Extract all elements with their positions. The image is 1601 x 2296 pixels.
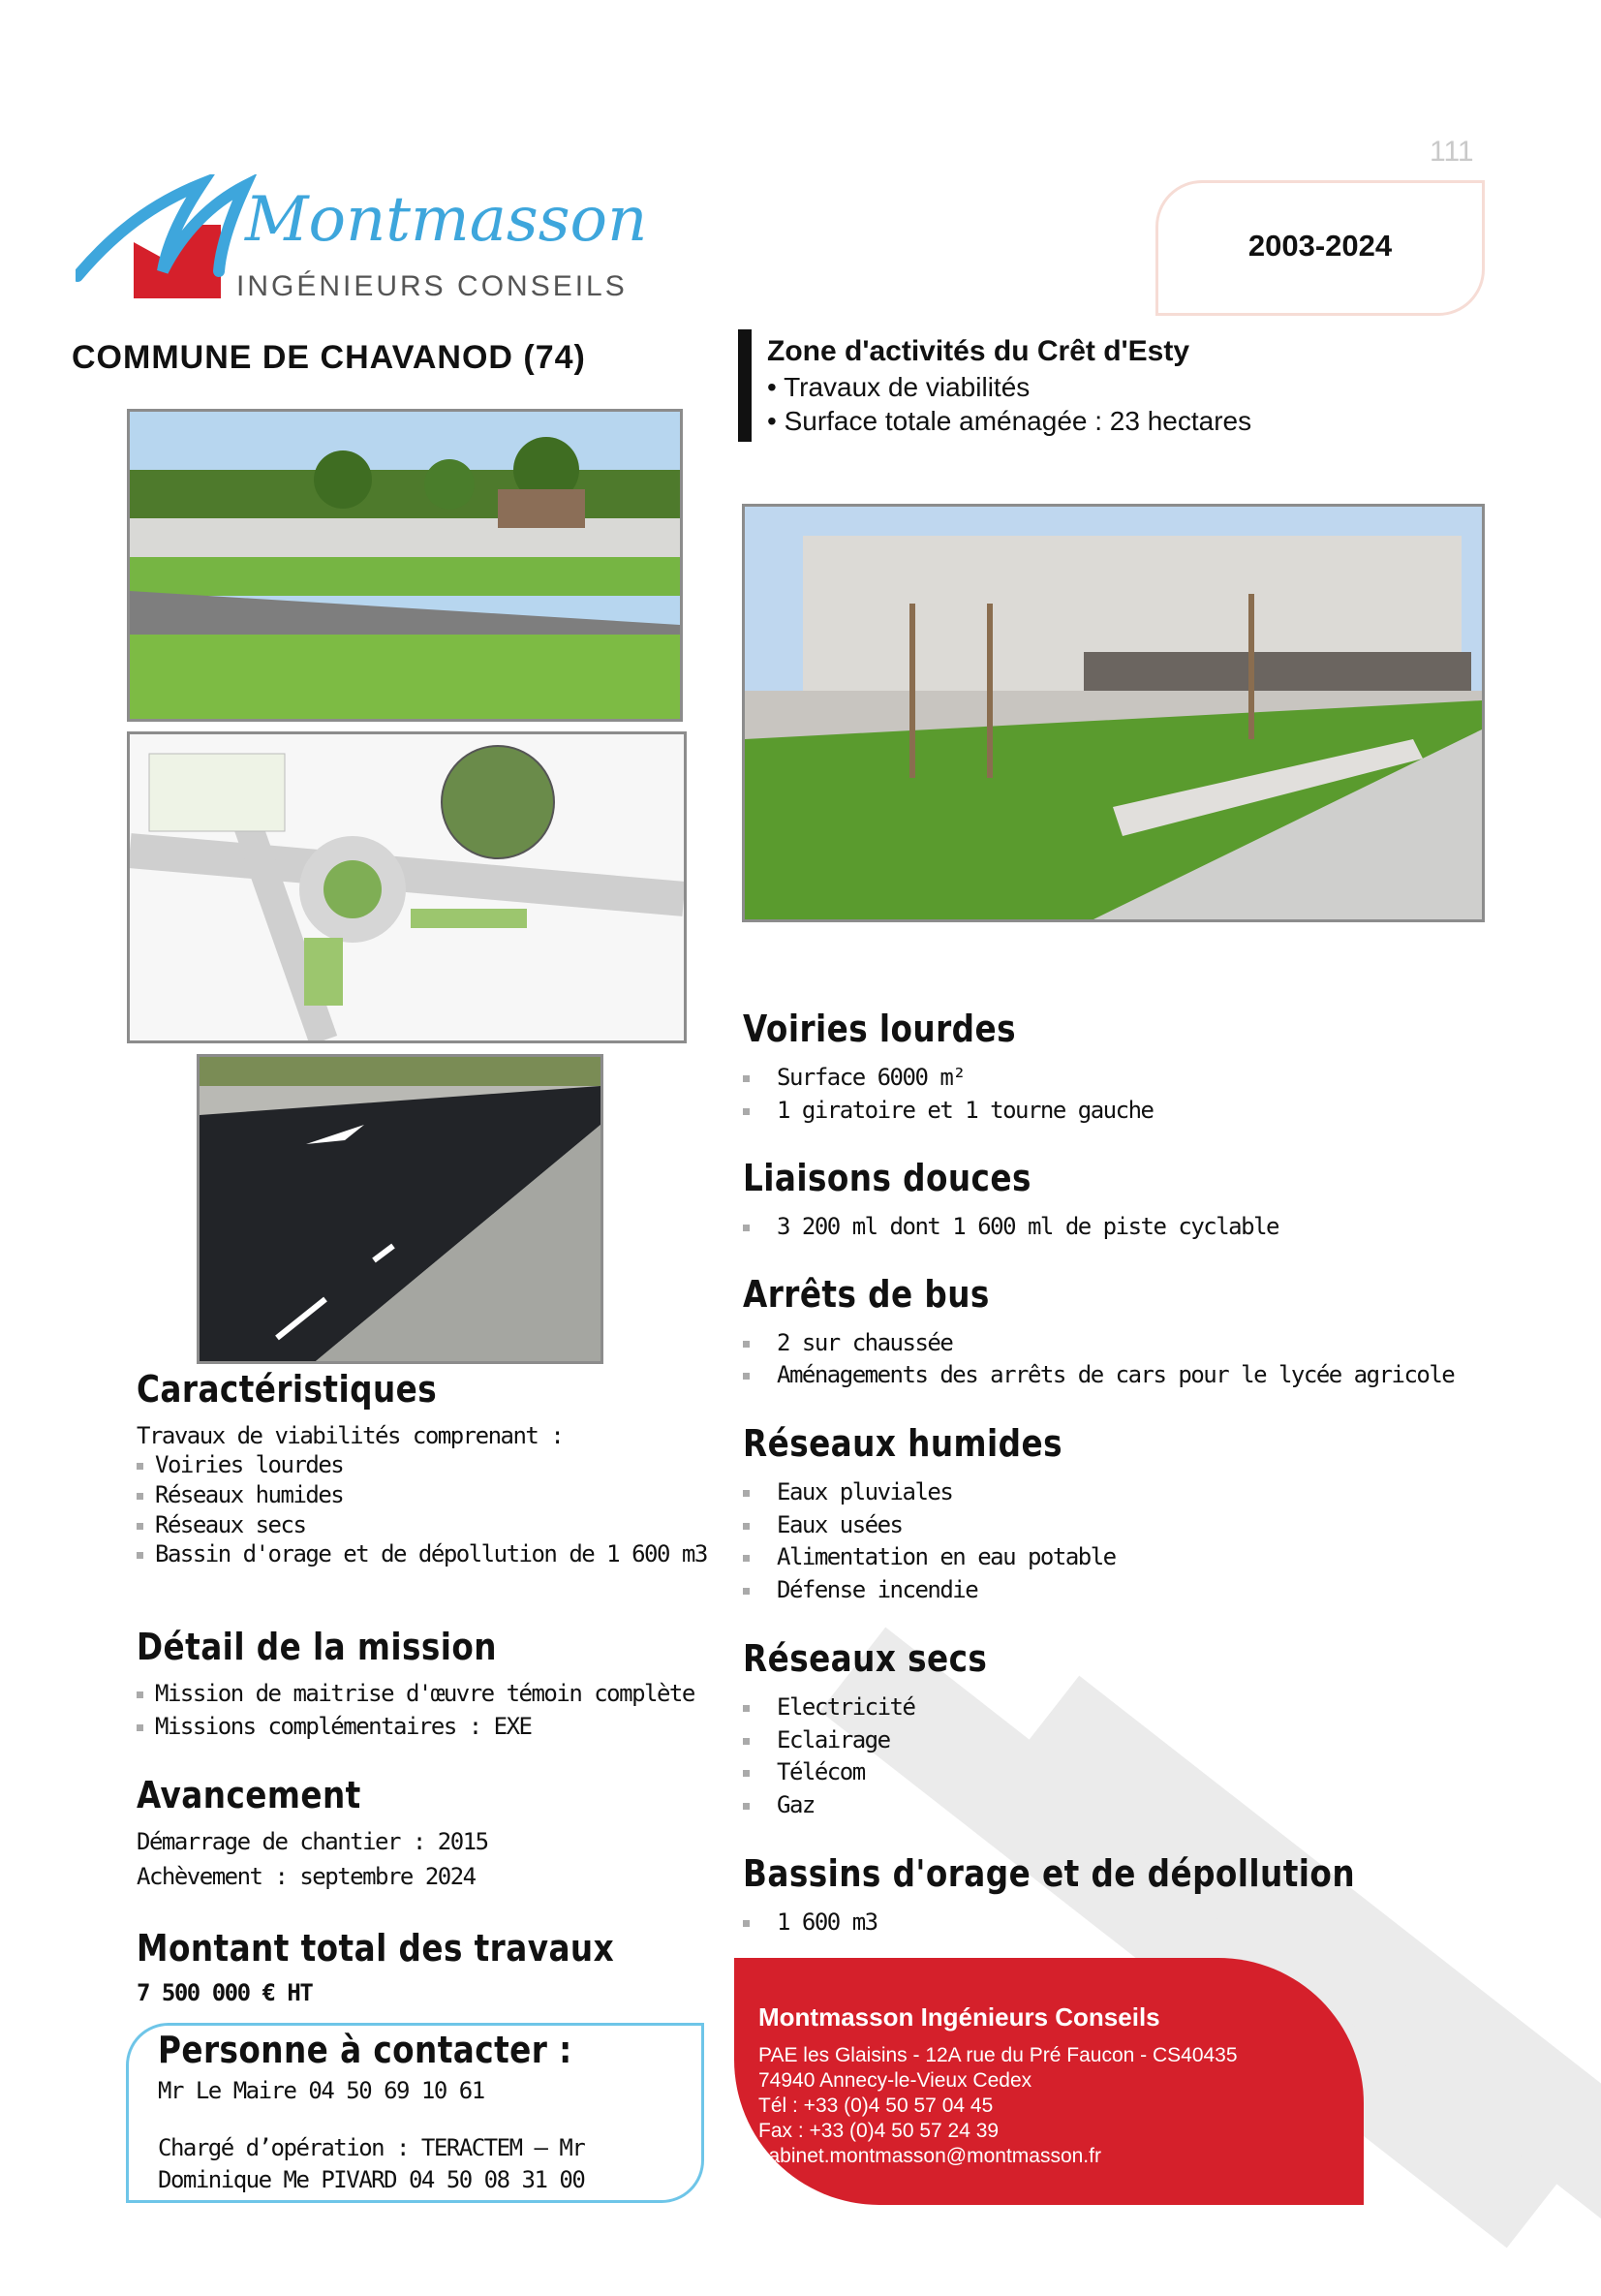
section-title-bassins: Bassins d'orage et de dépollution [743, 1852, 1356, 1895]
project-title: Zone d'activités du Crêt d'Esty [767, 335, 1190, 367]
contact-operation-1: Chargé d’opération : TERACTEM – Mr [158, 2134, 585, 2161]
bullet-icon [137, 1691, 143, 1698]
section-item: Gaz [743, 1791, 815, 1818]
section-item: Eaux usées [743, 1511, 903, 1538]
caracteristiques-item: Voiries lourdes [137, 1451, 343, 1478]
project-line-1: • Travaux de viabilités [767, 372, 1031, 402]
section-item: Défense incendie [743, 1576, 977, 1603]
company-address-2: 74940 Annecy-le-Vieux Cedex [758, 2069, 1032, 2092]
section-item: Alimentation en eau potable [743, 1543, 1116, 1570]
bullet-icon [137, 1493, 143, 1500]
section-item: Electricité [743, 1693, 914, 1721]
bullet-icon [743, 1770, 750, 1777]
road-park-photo [127, 409, 683, 722]
bullet-icon [137, 1463, 143, 1470]
caracteristiques-title: Caractéristiques [137, 1368, 438, 1411]
logo-subtitle: INGÉNIEURS CONSEILS [236, 270, 628, 302]
section-item: 1 giratoire et 1 tourne gauche [743, 1097, 1153, 1124]
bullet-icon [137, 1552, 143, 1559]
section-item: 3 200 ml dont 1 600 ml de piste cyclable [743, 1213, 1278, 1240]
period-text: 2003-2024 [1247, 229, 1393, 263]
bullet-icon [743, 1373, 750, 1380]
bullet-icon [743, 1705, 750, 1712]
bullet-icon [743, 1075, 750, 1082]
contact-mayor: Mr Le Maire 04 50 69 10 61 [158, 2077, 484, 2104]
building-landscape-photo [742, 504, 1485, 922]
company-tel: Tél : +33 (0)4 50 57 04 45 [758, 2094, 994, 2117]
avancement-title: Avancement [137, 1774, 361, 1816]
section-item: Eclairage [743, 1726, 890, 1753]
section-title-secs: Réseaux secs [743, 1637, 988, 1680]
caracteristiques-item: Réseaux humides [137, 1481, 343, 1508]
caracteristiques-item: Réseaux secs [137, 1511, 305, 1538]
montant-value: 7 500 000 € HT [137, 1979, 313, 2006]
company-logo [76, 174, 657, 310]
page-number: 111 [1430, 136, 1474, 168]
avancement-start: Démarrage de chantier : 2015 [137, 1828, 488, 1855]
avancement-end: Achèvement : septembre 2024 [137, 1863, 476, 1890]
company-address-1: PAE les Glaisins - 12A rue du Pré Faucon - CS40435 [758, 2044, 1238, 2066]
section-title-humides: Réseaux humides [743, 1422, 1062, 1465]
contact-operation-2: Dominique Me PIVARD 04 50 08 31 00 [158, 2166, 585, 2193]
company-email[interactable]: cabinet.montmasson@montmasson.fr [758, 2145, 1101, 2167]
section-item: 2 sur chaussée [743, 1329, 952, 1356]
section-item: Télécom [743, 1758, 865, 1785]
asphalt-paving-photo [197, 1054, 603, 1364]
commune-title: COMMUNE DE CHAVANOD (74) [72, 339, 586, 376]
roundabout-plan [127, 731, 687, 1043]
bullet-icon [743, 1738, 750, 1745]
company-name: Montmasson Ingénieurs Conseils [758, 2002, 1160, 2032]
bullet-icon [137, 1523, 143, 1530]
bullet-icon [743, 1225, 750, 1231]
project-line-2: • Surface totale aménagée : 23 hectares [767, 406, 1252, 436]
bullet-icon [743, 1523, 750, 1530]
bullet-icon [743, 1555, 750, 1562]
section-title-voiries: Voiries lourdes [743, 1008, 1016, 1050]
montant-title: Montant total des travaux [137, 1927, 615, 1970]
mission-item: Missions complémentaires : EXE [137, 1713, 531, 1740]
caracteristiques-intro: Travaux de viabilités comprenant : [137, 1422, 564, 1449]
logo-wordmark: Montmasson [245, 184, 648, 256]
bullet-icon [743, 1341, 750, 1348]
logo-graphic [76, 174, 657, 310]
section-item: Surface 6000 m² [743, 1064, 965, 1091]
bullet-icon [743, 1490, 750, 1497]
bullet-icon [743, 1108, 750, 1115]
company-fax: Fax : +33 (0)4 50 57 24 39 [758, 2120, 1000, 2142]
caracteristiques-item: Bassin d'orage et de dépollution de 1 600 m3 [137, 1540, 707, 1567]
section-item: Aménagements des arrêts de cars pour le lycée agricole [743, 1361, 1454, 1388]
mission-item: Mission de maitrise d'œuvre témoin complète [137, 1680, 694, 1707]
bullet-icon [137, 1724, 143, 1731]
bullet-icon [743, 1920, 750, 1927]
section-item: 1 600 m3 [743, 1908, 877, 1936]
section-title-arrets: Arrêts de bus [743, 1273, 990, 1316]
section-item: Eaux pluviales [743, 1478, 952, 1505]
bullet-icon [743, 1803, 750, 1810]
mission-title: Détail de la mission [137, 1626, 497, 1668]
project-bar [738, 329, 752, 442]
section-title-liaisons: Liaisons douces [743, 1157, 1031, 1199]
contact-title: Personne à contacter : [158, 2029, 572, 2071]
bullet-icon [743, 1588, 750, 1595]
